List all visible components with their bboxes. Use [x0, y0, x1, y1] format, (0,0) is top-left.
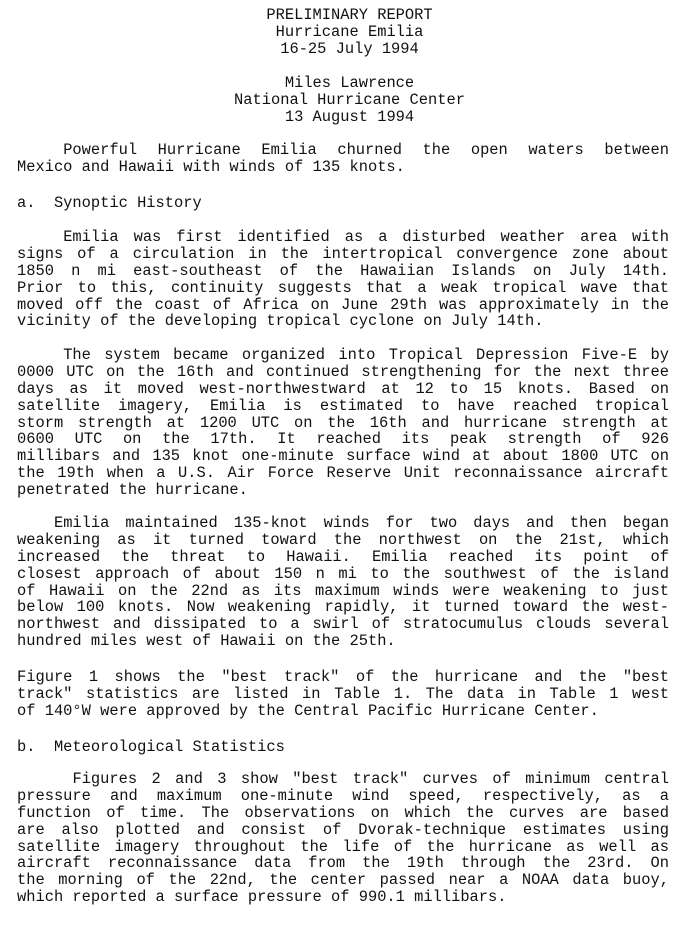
heading-text: b. Meteorological Statistics: [17, 738, 285, 756]
text-line: Miles Lawrence: [284, 74, 415, 92]
text-line: of Hawaii on the 22nd as its maximum winds were weakening to just: [17, 581, 669, 600]
synoptic-paragraph-3: [17, 515, 669, 650]
text-line: signs of a circulation in the intertropical convergence zone about: [17, 244, 669, 263]
text-line: 0000 UTC on the 16th and continued strengthening for the next three: [17, 362, 669, 381]
text-line: function of time. The observations on which the curves are based: [17, 803, 669, 822]
text-line: pressure and maximum one-minute wind speed, respectively, as a: [17, 786, 669, 805]
text-line: penetrated the hurricane.: [17, 481, 248, 500]
text-line: increased the threat to Hawaii. Emilia reached its point of: [17, 547, 669, 566]
author-block: [0, 75, 699, 126]
text-line: vicinity of the developing tropical cyclone on July 14th.: [17, 312, 544, 331]
text-line: 1850 n mi east-southeast of the Hawaiian Islands on July 14th.: [17, 261, 669, 280]
text-line: 0600 UTC on the 17th. It reached its peak strength of 926: [17, 430, 669, 449]
text-line: northwest and dissipated to a swirl of stratocumulus clouds several: [17, 615, 669, 634]
text-line: satellite imagery, Emilia is estimated to have reached tropical: [17, 396, 669, 415]
text-line: below 100 knots. Now weakening rapidly, it turned toward the west-: [17, 598, 669, 617]
heading-text: a. Synoptic History: [17, 194, 202, 212]
text-line: satellite imagery throughout the life of the hurricane as well as: [17, 837, 669, 856]
text-line: 16-25 July 1994: [280, 39, 419, 58]
text-line: moved off the coast of Africa on June 29th was approximately in the: [17, 295, 669, 314]
text-line: of 140°W were approved by the Central Pacific Hurricane Center.: [17, 701, 599, 720]
text-line: Powerful Hurricane Emilia churned the open waters between: [63, 141, 669, 159]
report-title: [0, 7, 699, 58]
text-line: the morning of the 22nd, the center passed near a NOAA data buoy,: [17, 871, 669, 890]
text-line: storm strength at 1200 UTC on the 16th and hurricane strength at: [17, 413, 669, 432]
text-line: millibars and 135 knot one-minute surface wind at about 1800 UTC on: [17, 447, 669, 466]
text-line: National Hurricane Center: [234, 90, 465, 109]
text-line: days as it moved west-northwestward at 12 to 15 knots. Based on: [17, 379, 669, 398]
text-line: closest approach of about 150 n mi to the southwest of the island: [17, 564, 669, 583]
text-line: Hurricane Emilia: [275, 22, 424, 41]
text-line: 13 August 1994: [284, 107, 415, 126]
text-line: which reported a surface pressure of 990.1 millibars.: [17, 888, 507, 907]
text-line: The system became organized into Tropical Depression Five-E by: [63, 346, 669, 364]
text-line: aircraft reconnaissance data from the 19th through the 23rd. On: [17, 854, 669, 873]
text-line: hundred miles west of Hawaii on the 25th.: [17, 632, 396, 651]
text-line: are also plotted and consist of Dvorak-technique estimates using: [17, 820, 669, 839]
text-line: Prior to this, continuity suggests that a weak tropical wave that: [17, 278, 669, 297]
text-line: track" statistics are listed in Table 1. The data in Table 1 west: [17, 684, 669, 703]
text-line: weakening as it turned toward the northwest on the 21st, which: [17, 530, 669, 549]
synoptic-paragraph-1: [17, 229, 669, 330]
intro-paragraph: [17, 142, 669, 176]
figure-reference-paragraph: [17, 669, 669, 720]
text-line: Figure 1 shows the "best track" of the hurricane and the "best: [17, 668, 669, 686]
text-line: the 19th when a U.S. Air Force Reserve Unit reconnaissance aircraft: [17, 464, 669, 483]
section-b-heading: [17, 739, 669, 756]
text-line: Mexico and Hawaii with winds of 135 knots.: [17, 157, 405, 176]
synoptic-paragraph-2: [17, 347, 669, 499]
meteorological-paragraph-1: [17, 771, 669, 906]
text-line: Emilia maintained 135-knot winds for two days and then began: [53, 514, 669, 532]
text-line: PRELIMINARY REPORT: [266, 6, 433, 24]
text-line: Emilia was first identified as a disturbed weather area with: [63, 228, 669, 246]
section-a-heading: [17, 195, 669, 212]
text-line: Figures 2 and 3 show "best track" curves of minimum central: [72, 770, 669, 788]
